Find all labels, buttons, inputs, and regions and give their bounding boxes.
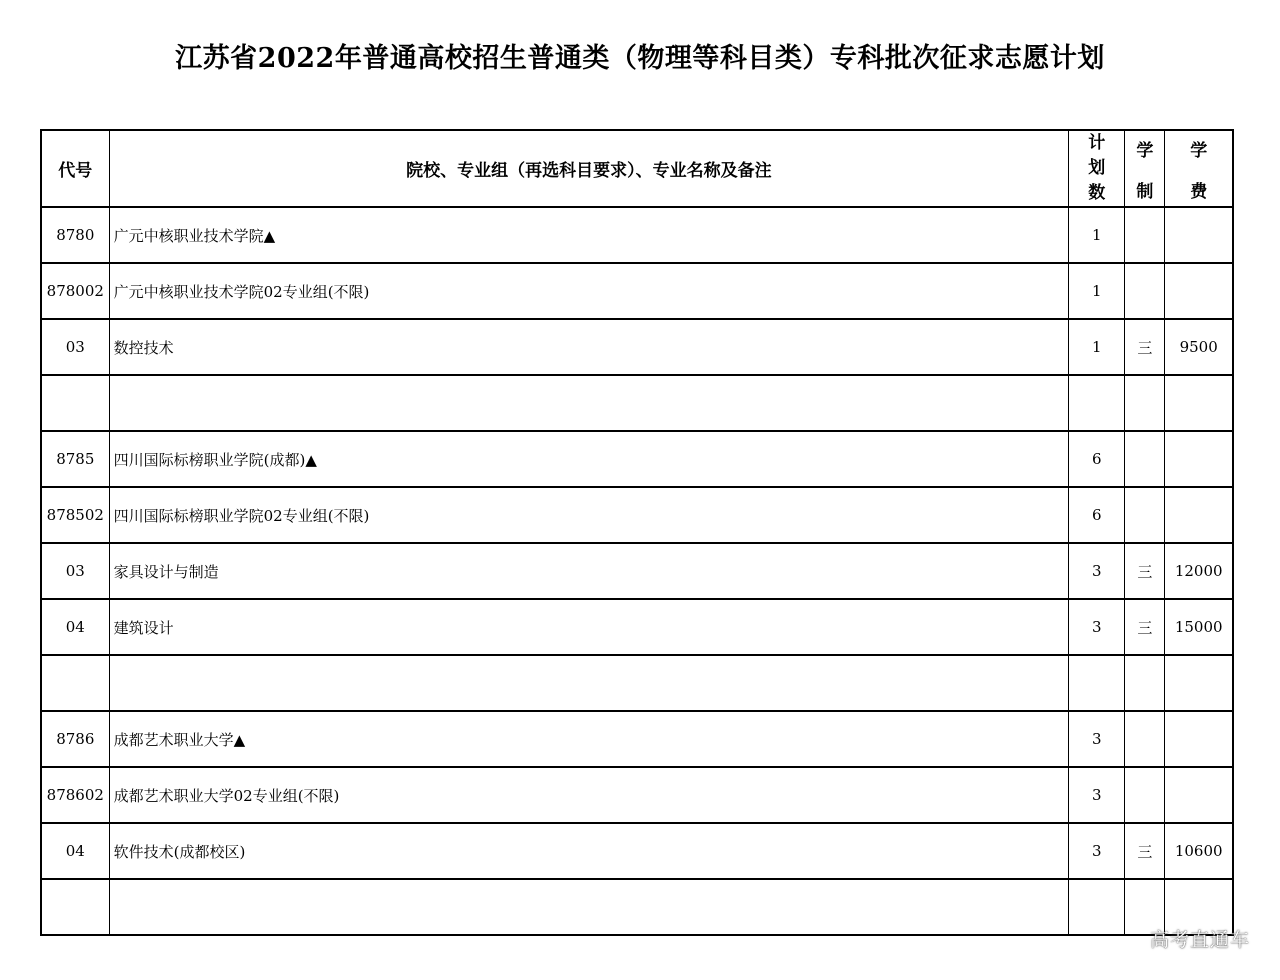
cell-code [41, 375, 109, 431]
table-row [41, 767, 1233, 823]
cell-name: 四川国际标榜职业学院(成都)▲ [109, 431, 1069, 487]
cell-name: 数控技术 [109, 319, 1069, 375]
cell-name: 成都艺术职业大学02专业组(不限) [109, 767, 1069, 823]
cell-plan: 6 [1069, 487, 1125, 543]
cell-plan: 1 [1069, 319, 1125, 375]
cell-fee: 12000 [1165, 543, 1233, 599]
cell-length: 三 [1125, 543, 1165, 599]
header-name: 院校、专业组（再选科目要求）、专业名称及备注 [109, 130, 1069, 207]
cell-code: 878002 [41, 263, 109, 319]
cell-fee [1165, 431, 1233, 487]
cell-plan: 3 [1069, 711, 1125, 767]
table-row [41, 543, 1233, 599]
cell-code: 8785 [41, 431, 109, 487]
table-row [41, 879, 1233, 935]
cell-length: 三 [1125, 319, 1165, 375]
cell-code: 878602 [41, 767, 109, 823]
cell-plan [1069, 879, 1125, 935]
cell-plan: 3 [1069, 767, 1125, 823]
cell-fee: 9500 [1165, 319, 1233, 375]
cell-plan [1069, 655, 1125, 711]
cell-length [1125, 655, 1165, 711]
table-row [41, 655, 1233, 711]
table-row [41, 599, 1233, 655]
header-length [1125, 130, 1165, 207]
table-row [41, 431, 1233, 487]
cell-code [41, 879, 109, 935]
header-row [41, 130, 1233, 207]
cell-code [41, 655, 109, 711]
cell-code: 8786 [41, 711, 109, 767]
cell-name: 成都艺术职业大学▲ [109, 711, 1069, 767]
header-length-char: 制 [1136, 181, 1154, 202]
cell-fee [1165, 207, 1233, 263]
cell-fee [1165, 487, 1233, 543]
cell-fee [1165, 711, 1233, 767]
header-fee [1165, 130, 1233, 207]
cell-fee [1165, 375, 1233, 431]
cell-length [1125, 487, 1165, 543]
cell-code: 03 [41, 319, 109, 375]
cell-name [109, 375, 1069, 431]
cell-code: 04 [41, 823, 109, 879]
header-plan-char: 划 [1088, 158, 1106, 178]
cell-name: 广元中核职业技术学院▲ [109, 207, 1069, 263]
cell-length [1125, 375, 1165, 431]
watermark-text: 高考直通车 [1149, 929, 1250, 951]
table-row [41, 823, 1233, 879]
header-length-char: 学 [1136, 140, 1154, 161]
cell-fee [1165, 655, 1233, 711]
cell-length [1125, 263, 1165, 319]
cell-length [1125, 711, 1165, 767]
cell-length [1125, 207, 1165, 263]
page-title: 江苏省2022年普通高校招生普通类（物理等科目类）专科批次征求志愿计划 [175, 43, 1105, 74]
table-row [41, 207, 1233, 263]
header-plan-char: 计 [1088, 133, 1106, 153]
cell-plan: 3 [1069, 599, 1125, 655]
table-row [41, 487, 1233, 543]
cell-fee: 15000 [1165, 599, 1233, 655]
header-fee-char: 学 [1190, 140, 1208, 161]
cell-name: 软件技术(成都校区) [109, 823, 1069, 879]
cell-fee: 10600 [1165, 823, 1233, 879]
cell-plan: 3 [1069, 543, 1125, 599]
cell-name: 建筑设计 [109, 599, 1069, 655]
cell-name [109, 879, 1069, 935]
header-plan [1069, 130, 1125, 207]
cell-length [1125, 431, 1165, 487]
header-plan-char: 数 [1088, 183, 1106, 203]
enrollment-plan-table [40, 129, 1234, 936]
cell-fee [1165, 767, 1233, 823]
table-row [41, 375, 1233, 431]
cell-plan: 1 [1069, 263, 1125, 319]
header-fee-char: 费 [1190, 181, 1208, 202]
cell-length [1125, 767, 1165, 823]
cell-name: 广元中核职业技术学院02专业组(不限) [109, 263, 1069, 319]
cell-plan [1069, 375, 1125, 431]
table-row [41, 319, 1233, 375]
cell-code: 8780 [41, 207, 109, 263]
cell-code: 878502 [41, 487, 109, 543]
cell-plan: 6 [1069, 431, 1125, 487]
cell-length: 三 [1125, 823, 1165, 879]
cell-plan: 1 [1069, 207, 1125, 263]
cell-code: 03 [41, 543, 109, 599]
table-row [41, 711, 1233, 767]
cell-name [109, 655, 1069, 711]
cell-name: 家具设计与制造 [109, 543, 1069, 599]
header-code: 代号 [41, 130, 109, 207]
cell-name: 四川国际标榜职业学院02专业组(不限) [109, 487, 1069, 543]
cell-fee [1165, 263, 1233, 319]
cell-code: 04 [41, 599, 109, 655]
table-row [41, 263, 1233, 319]
cell-length: 三 [1125, 599, 1165, 655]
cell-plan: 3 [1069, 823, 1125, 879]
